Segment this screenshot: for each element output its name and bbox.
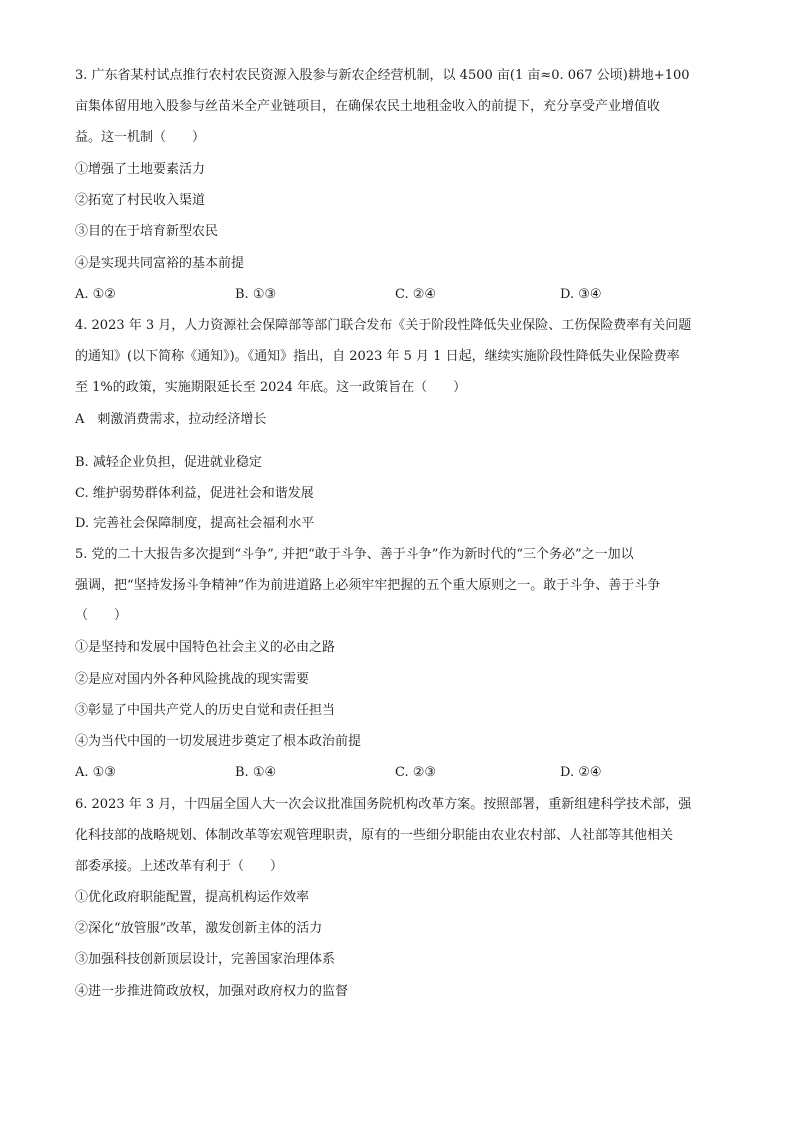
q5-item-2: ②是应对国内外各种风险挑战的现实需要 <box>75 672 310 687</box>
q4-option-b: B. 减轻企业负担，促进就业稳定 <box>75 455 262 470</box>
q6-item-1: ①优化政府职能配置，提高机构运作效率 <box>75 890 310 905</box>
q6-stem-line-2: 化科技部的战略规划、体制改革等宏观管理职责，原有的一些细分职能由农业农村部、人社部等其他相关 <box>75 828 674 843</box>
q3-item-3: ③目的在于培育新型农民 <box>75 224 219 239</box>
q5-option-c: C. ②③ <box>395 765 437 780</box>
q4-option-d: D. 完善社会保障制度，提高社会福利水平 <box>75 516 315 531</box>
q6-stem-line-1: 6. 2023 年 3 月，十四届全国人大一次会议批准国务院机构改革方案。按照部署，重新组建科学技术部，强 <box>75 797 692 812</box>
q5-option-d: D. ②④ <box>560 765 602 780</box>
q3-stem-line-1: 3. 广东省某村试点推行农村农民资源入股参与新农企经营机制，以 4500 亩(1 亩≈0. 067 公顷)耕地+100 <box>75 68 690 83</box>
q5-option-a: A. ①③ <box>75 765 116 780</box>
q5-stem-line-3: （ ） <box>75 608 128 623</box>
q3-option-a: A. ①② <box>75 287 116 302</box>
q3-option-d: D. ③④ <box>560 287 602 302</box>
q5-item-3: ③彰显了中国共产党人的历史自觉和责任担当 <box>75 703 336 718</box>
q3-option-c: C. ②④ <box>395 287 437 302</box>
q4-stem-line-3: 至 1%的政策，实施期限延长至 2024 年底。这一政策旨在（ ） <box>75 380 467 395</box>
q6-item-4: ④进一步推进简政放权，加强对政府权力的监督 <box>75 984 349 999</box>
q3-stem-line-3: 益。这一机制（ ） <box>75 130 206 145</box>
q5-stem-line-2: 强调，把“坚持发扬斗争精神”作为前进道路上必须牢牢把握的五个重大原则之一。敢于斗争、善于斗争 <box>75 578 661 593</box>
q3-stem-line-2: 亩集体留用地入股参与丝苗米全产业链项目，在确保农民土地租金收入的前提下，充分享受产业增值收 <box>75 99 661 114</box>
q5-item-4: ④为当代中国的一切发展进步奠定了根本政治前提 <box>75 734 362 749</box>
q3-item-1: ①增强了土地要素活力 <box>75 162 206 177</box>
q3-item-4: ④是实现共同富裕的基本前提 <box>75 256 245 271</box>
q4-stem-line-1: 4. 2023 年 3 月，人力资源社会保障部等部门联合发布《关于阶段性降低失业保险、工伤保险费率有关问题 <box>75 318 692 333</box>
q5-stem-line-1: 5. 党的二十大报告多次提到“斗争”, 并把“敢于斗争、善于斗争”作为新时代的“三个务必”之一加以 <box>75 547 634 562</box>
q6-item-2: ②深化“放管服”改革，激发创新主体的活力 <box>75 921 323 936</box>
q5-option-b: B. ①④ <box>235 765 277 780</box>
q4-option-c: C. 维护弱势群体利益，促进社会和谐发展 <box>75 486 314 501</box>
q4-option-a: A 刺激消费需求，拉动经济增长 <box>75 412 267 427</box>
q4-stem-line-2: 的通知》(以下简称《通知》)。《通知》指出，自 2023 年 5 月 1 日起，继续实施阶段性降低失业保险费率 <box>75 349 680 364</box>
q3-item-2: ②拓宽了村民收入渠道 <box>75 193 206 208</box>
q5-item-1: ①是坚持和发展中国特色社会主义的必由之路 <box>75 640 336 655</box>
q6-stem-line-3: 部委承接。上述改革有利于（ ） <box>75 859 284 874</box>
q6-item-3: ③加强科技创新顶层设计，完善国家治理体系 <box>75 952 336 967</box>
q3-option-b: B. ①③ <box>235 287 277 302</box>
